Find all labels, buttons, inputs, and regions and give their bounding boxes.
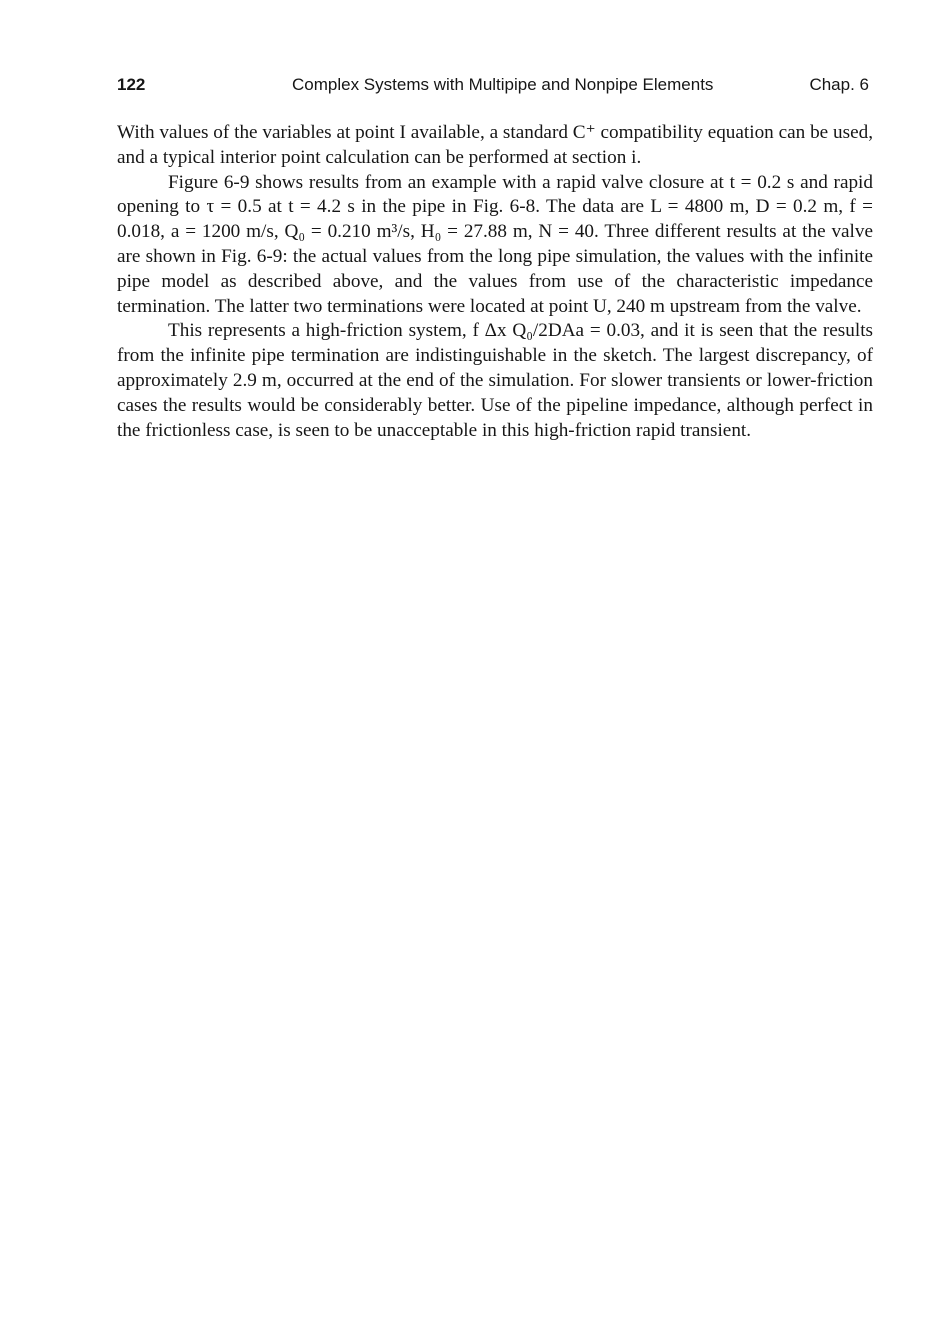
page-number: 122 bbox=[117, 75, 146, 94]
paragraph-1: With values of the variables at point I available, a standard C⁺ compatibility equation can be used, and a typical interior point calculation can be performed at section i. bbox=[117, 122, 873, 168]
paragraph-2: Figure 6-9 shows results from an example with a rapid valve closure at t = 0.2 s and rapid opening to τ = 0.5 at t = 4.2 s in the pipe in Fig. 6-8. The data are L = 4800 m, D = 0.2 m, f = 0.018, a = 1200 m/s, Q₀ = 0.210 m³/s, H₀ = 27.88 m, N = 40. Three different results at the valve are shown in Fig. 6-9: the actual values from the long pipe simulation, the values with the infinite pipe model as described above, and the values from use of the characteristic impedance termination. The latter two terminations were located at point U, 240 m upstream from the valve. bbox=[117, 171, 873, 317]
page-header bbox=[117, 75, 869, 97]
paragraph-3: This represents a high-friction system, f Δx Q₀/2DAa = 0.03, and it is seen that the results from the infinite pipe termination are indistinguishable in the sketch. The largest discrepancy, of approximately 2.9 m, occurred at the end of the simulation. For slower transients or lower-friction cases the results would be considerably better. Use of the pipeline impedance, although perfect in the frictionless case, is seen to be unacceptable in this high-friction rapid transient. bbox=[117, 320, 873, 441]
body-text bbox=[117, 121, 873, 443]
chapter-label: Chap. 6 bbox=[809, 75, 869, 94]
running-title: Complex Systems with Multipipe and Nonpipe Elements bbox=[292, 75, 714, 94]
